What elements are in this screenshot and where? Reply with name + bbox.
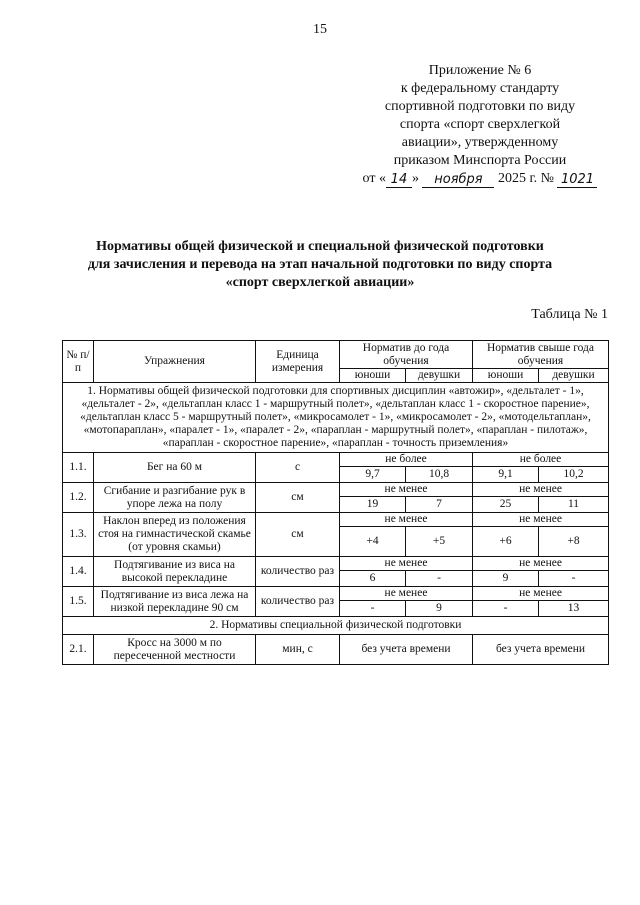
header-girls: девушки — [406, 369, 473, 383]
value-cell: +8 — [539, 527, 609, 557]
value-cell: 10,2 — [539, 467, 609, 483]
value-cell: - — [406, 571, 473, 587]
value-cell: 19 — [340, 497, 406, 513]
section-1-heading: 1. Нормативы общей физической подготовки для спортивных дисциплин «автожир», «дельталет - 1», «дельталет - 2», «дельтаплан класс 1 - маршрутный полет», «дельтаплан класс 1 - скоростное парение», «дельтаплан класс 5 - маршрутный полет», «микросамолет - 1», «микросамолет - 2», «мотодельтаплан», «мотопараплан», «паралет - 1», «паралет - 2», «параплан - маршрутный полет», «параплан - пилотаж», «параплан - скоростное парение», «параплан - точность приземления» — [63, 383, 609, 453]
value-cell: 10,8 — [406, 467, 473, 483]
row-condition: не менее — [340, 587, 473, 601]
row-num: 1.3. — [63, 513, 94, 557]
value-cell: - — [473, 601, 539, 617]
value-cell: 9,1 — [473, 467, 539, 483]
row-condition: не менее — [473, 513, 609, 527]
value-cell: +4 — [340, 527, 406, 557]
order-date-line — [360, 170, 600, 188]
section-2-heading: 2. Нормативы специальной физической подготовки — [63, 617, 609, 635]
row-value-after: без учета времени — [473, 635, 609, 665]
row-unit: количество раз — [256, 587, 340, 617]
appendix-line: приказом Минспорта России — [393, 153, 567, 168]
appendix-line: спортивной подготовки по виду — [384, 99, 576, 114]
header-boys: юноши — [340, 369, 406, 383]
value-cell: - — [340, 601, 406, 617]
date-prefix: от « — [362, 171, 386, 186]
page-number: 15 — [313, 22, 327, 37]
value-cell: +5 — [406, 527, 473, 557]
row-value-before: без учета времени — [340, 635, 473, 665]
row-unit: мин, с — [256, 635, 340, 665]
row-exercise: Сгибание и разгибание рук в упоре лежа на полу — [94, 483, 256, 513]
value-cell: 9,7 — [340, 467, 406, 483]
table-row — [63, 453, 609, 467]
row-condition: не менее — [473, 483, 609, 497]
appendix-block — [360, 62, 600, 188]
row-exercise: Бег на 60 м — [94, 453, 256, 483]
value-cell: 11 — [539, 497, 609, 513]
table-row — [63, 483, 609, 497]
title-line: «спорт сверхлегкой авиации» — [225, 275, 415, 290]
section-row — [63, 383, 609, 453]
row-num: 1.1. — [63, 453, 94, 483]
header-exercise: Упражнения — [94, 341, 256, 383]
title-line: Нормативы общей физической и специальной физической подготовки — [96, 239, 544, 254]
row-exercise: Наклон вперед из положения стоя на гимнастической скамье (от уровня скамьи) — [94, 513, 256, 557]
date-year: 2025 г. № — [497, 171, 554, 186]
appendix-line: спорта «спорт сверхлегкой — [399, 117, 561, 132]
date-day: 14 — [386, 173, 412, 188]
value-cell: +6 — [473, 527, 539, 557]
table-row — [63, 587, 609, 601]
appendix-line: авиации», утвержденному — [401, 135, 559, 150]
row-condition: не менее — [473, 557, 609, 571]
value-cell: 25 — [473, 497, 539, 513]
row-exercise: Подтягивание из виса лежа на низкой перекладине 90 см — [94, 587, 256, 617]
row-condition: не более — [340, 453, 473, 467]
row-unit: с — [256, 453, 340, 483]
header-boys: юноши — [473, 369, 539, 383]
title-line: для зачисления и перевода на этап начальной подготовки по виду спорта — [87, 257, 553, 272]
appendix-line: Приложение № 6 — [428, 63, 532, 78]
value-cell: 13 — [539, 601, 609, 617]
table-row — [63, 635, 609, 665]
row-condition: не менее — [340, 513, 473, 527]
value-cell: - — [539, 571, 609, 587]
order-number: 1021 — [557, 173, 597, 188]
row-condition: не менее — [340, 557, 473, 571]
table-label: Таблица № 1 — [531, 307, 608, 322]
date-mid: » — [411, 171, 419, 186]
row-num: 1.2. — [63, 483, 94, 513]
row-num: 1.4. — [63, 557, 94, 587]
row-unit: количество раз — [256, 557, 340, 587]
value-cell: 6 — [340, 571, 406, 587]
value-cell: 9 — [473, 571, 539, 587]
document-title — [40, 238, 600, 292]
row-num: 2.1. — [63, 635, 94, 665]
row-condition: не менее — [340, 483, 473, 497]
standards-table — [62, 340, 609, 665]
header-row — [63, 341, 609, 369]
header-num: № п/п — [63, 341, 94, 383]
value-cell: 7 — [406, 497, 473, 513]
header-before-year: Норматив до года обучения — [340, 341, 473, 369]
value-cell: 9 — [406, 601, 473, 617]
row-condition: не менее — [473, 587, 609, 601]
header-after-year: Норматив свыше года обучения — [473, 341, 609, 369]
row-num: 1.5. — [63, 587, 94, 617]
row-exercise: Кросс на 3000 м по пересеченной местности — [94, 635, 256, 665]
row-condition: не более — [473, 453, 609, 467]
row-unit: см — [256, 513, 340, 557]
row-exercise: Подтягивание из виса на высокой перекладине — [94, 557, 256, 587]
section-row — [63, 617, 609, 635]
date-month: ноября — [422, 173, 494, 188]
table-row — [63, 513, 609, 527]
row-unit: см — [256, 483, 340, 513]
header-unit: Единица измерения — [256, 341, 340, 383]
appendix-line: к федеральному стандарту — [400, 81, 560, 96]
table-row — [63, 557, 609, 571]
header-girls: девушки — [539, 369, 609, 383]
